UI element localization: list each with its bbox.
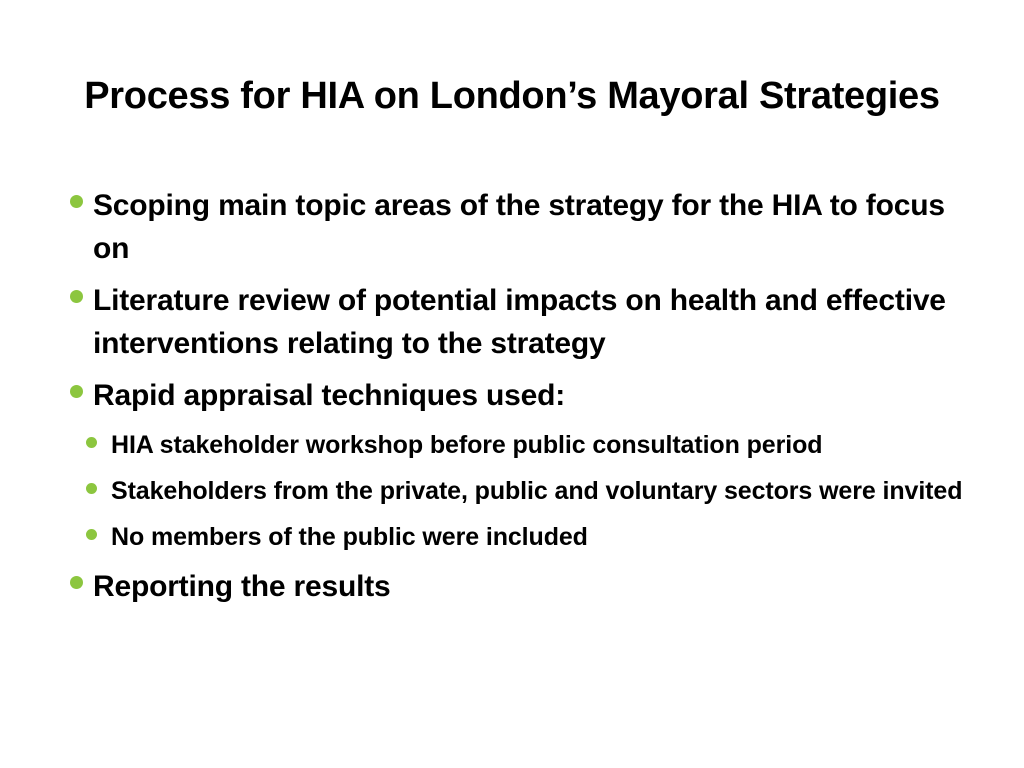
- bullet-text: Reporting the results: [93, 570, 391, 603]
- sub-bullet-list: [93, 427, 966, 555]
- sub-bullet-dot-icon: [86, 437, 97, 448]
- list-item: [66, 279, 966, 365]
- bullet-dot-icon: [70, 576, 83, 589]
- list-item: [66, 184, 966, 270]
- sub-bullet-dot-icon: [86, 529, 97, 540]
- sub-list-item: [66, 427, 966, 463]
- slide-title: Process for HIA on London’s Mayoral Strategies: [84, 75, 940, 117]
- list-item: [66, 565, 966, 608]
- bullet-dot-icon: [70, 385, 83, 398]
- sub-bullet-text: HIA stakeholder workshop before public consultation period: [111, 431, 823, 459]
- sub-bullet-text: No members of the public were included: [111, 523, 588, 551]
- list-item: [66, 374, 966, 555]
- sub-bullet-dot-icon: [86, 483, 97, 494]
- bullet-list: [66, 184, 966, 617]
- bullet-text: Literature review of potential impacts on health and effective interventions relating to the strategy: [93, 284, 946, 360]
- sub-list-item: [66, 473, 966, 509]
- bullet-dot-icon: [70, 195, 83, 208]
- sub-bullet-text: Stakeholders from the private, public and voluntary sectors were invited: [111, 477, 963, 505]
- bullet-text: Rapid appraisal techniques used:: [93, 379, 566, 412]
- bullet-dot-icon: [70, 290, 83, 303]
- bullet-text: Scoping main topic areas of the strategy for the HIA to focus on: [93, 189, 945, 265]
- sub-list-item: [66, 519, 966, 555]
